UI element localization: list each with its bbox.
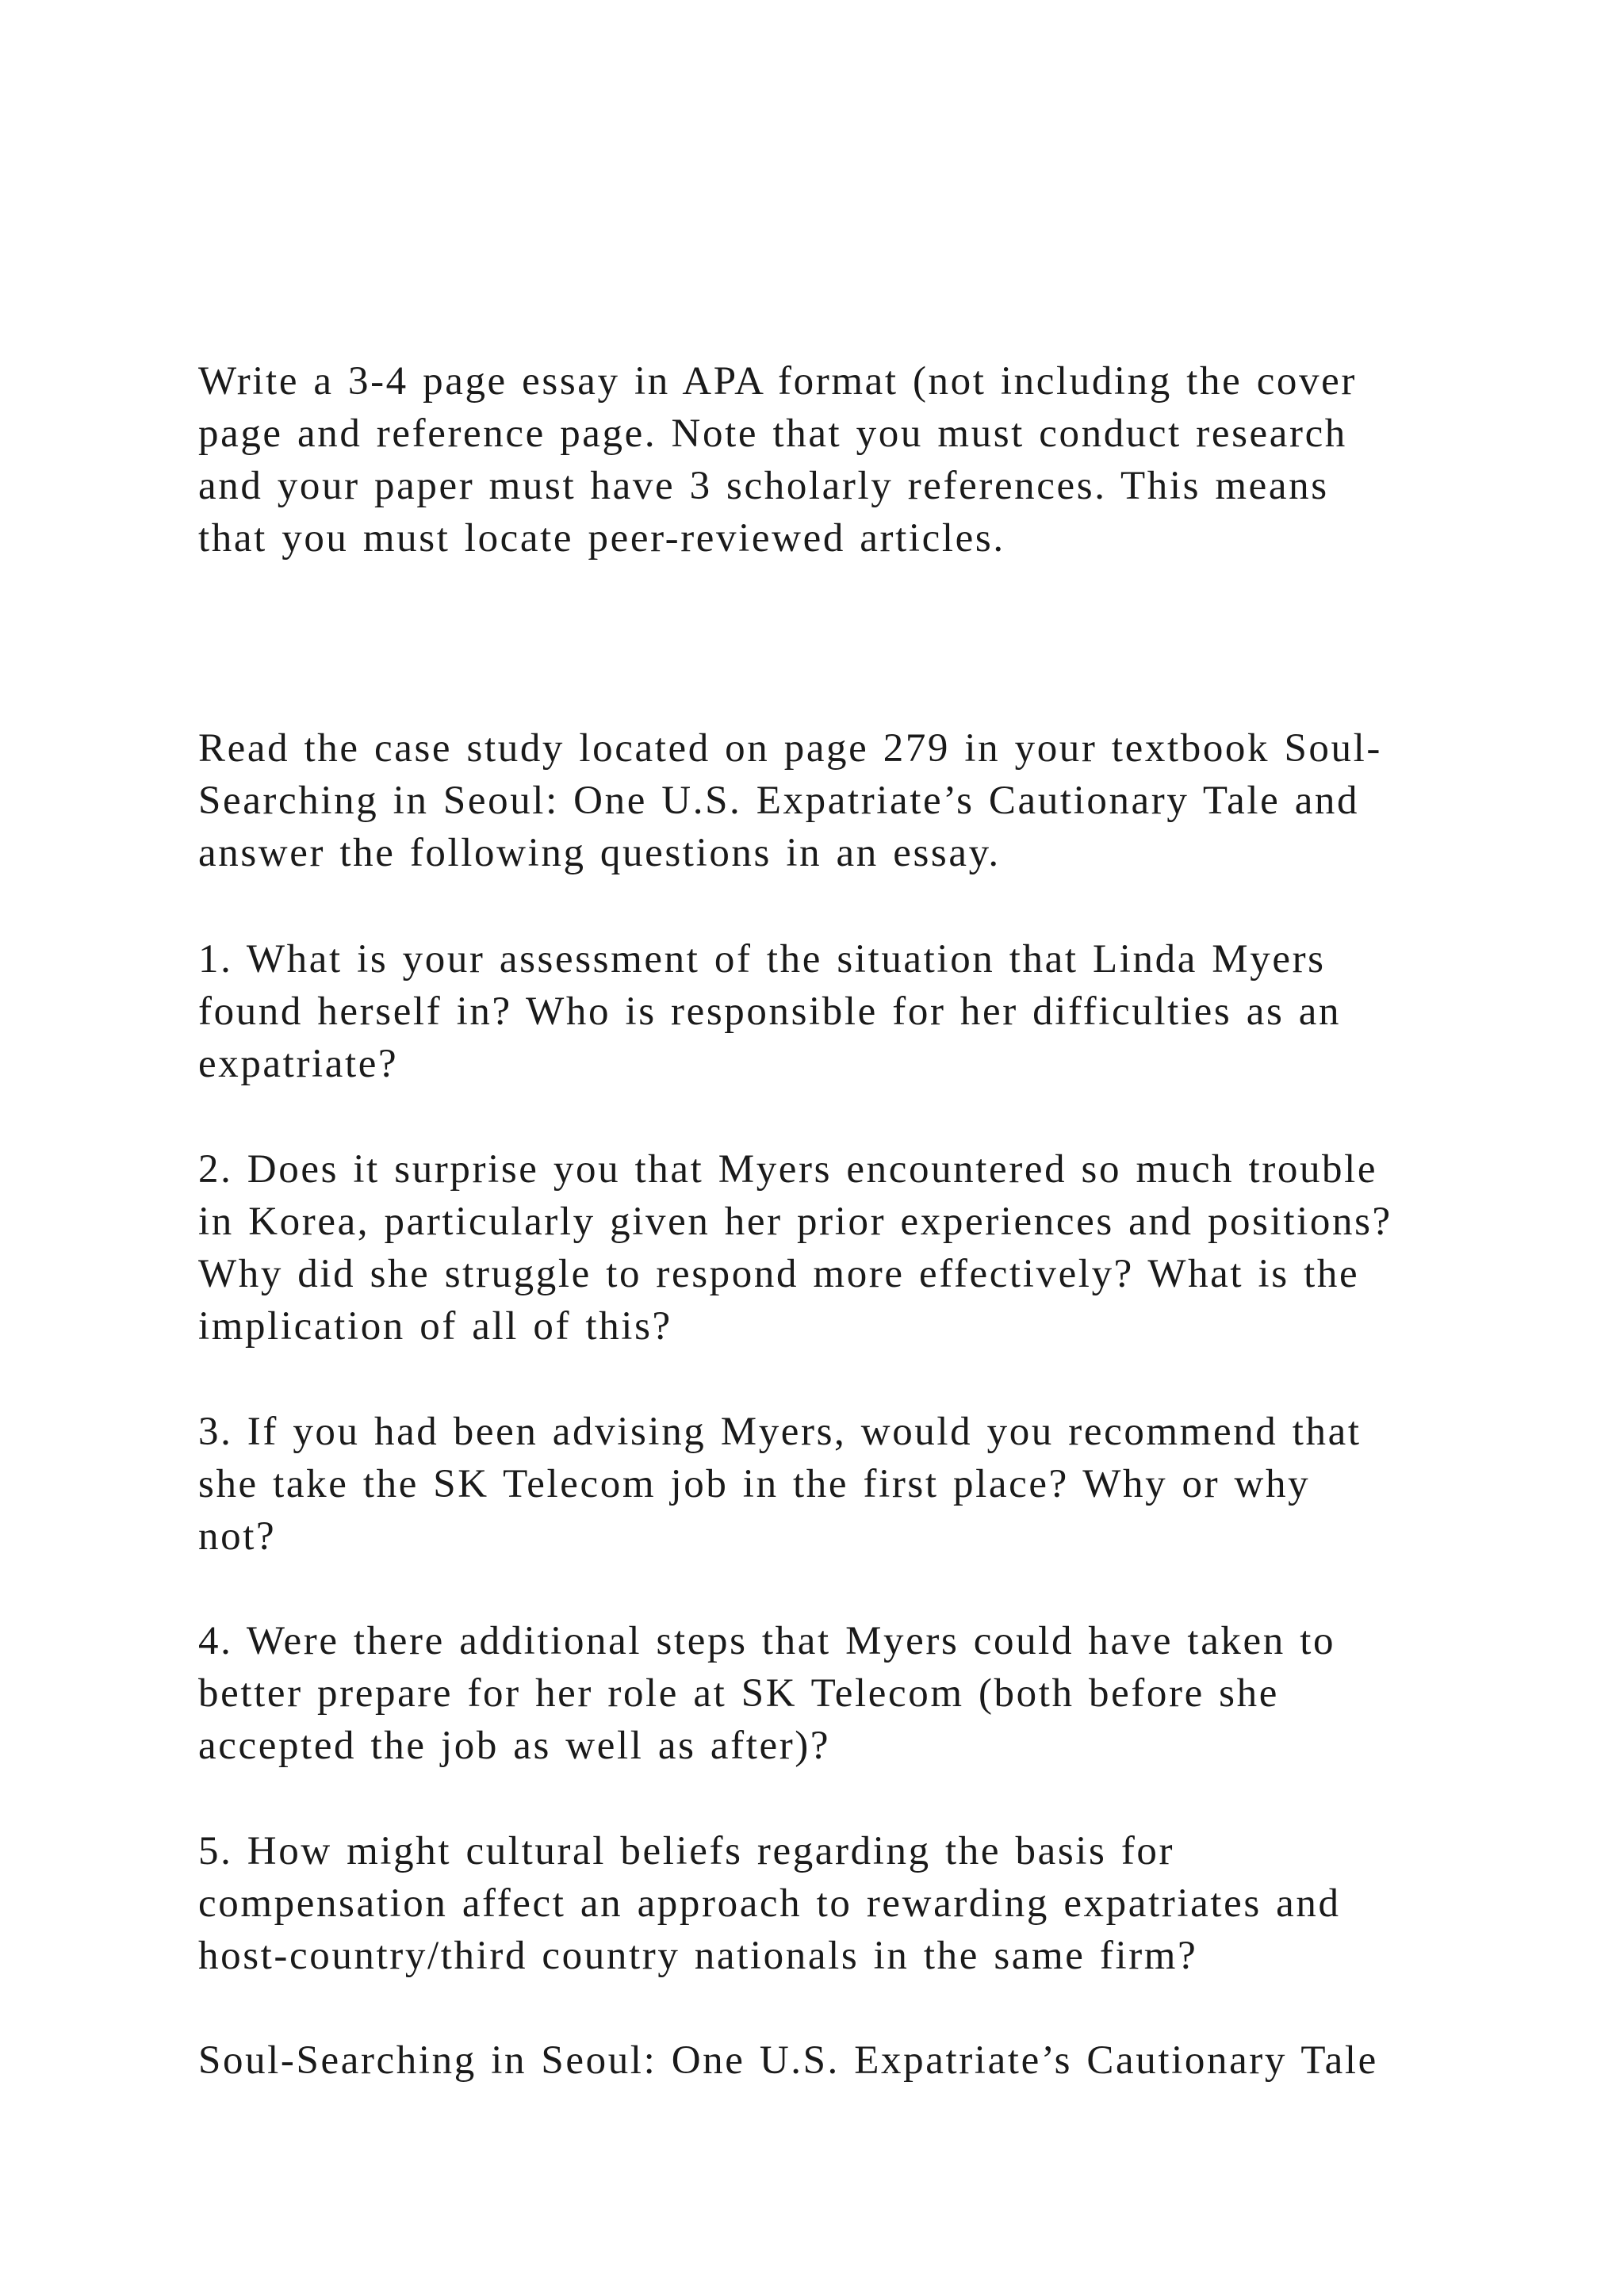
question-3 (198, 1406, 1610, 1563)
text-line: expatriate? (198, 1042, 399, 1086)
question-2 (198, 1143, 1610, 1353)
text-line: 4. Were there additional steps that Myers could have taken to (198, 1619, 1336, 1663)
text-line: 5. How might cultural beliefs regarding the basis for (198, 1829, 1175, 1873)
assignment-instructions (198, 355, 1610, 564)
text-line: 3. If you had been advising Myers, would you recommend that (198, 1410, 1362, 1454)
text-line: compensation affect an approach to rewarding expatriates and (198, 1881, 1341, 1926)
question-1 (198, 933, 1610, 1090)
text-line: Searching in Seoul: One U.S. Expatriate’s Cautionary Tale and (198, 779, 1360, 823)
case-study-title (198, 2034, 1610, 2087)
question-5 (198, 1825, 1610, 1982)
text-line: 2. Does it surprise you that Myers encountered so much trouble (198, 1147, 1378, 1192)
text-line: accepted the job as well as after)? (198, 1724, 831, 1768)
text-line: better prepare for her role at SK Telecom (both before she (198, 1671, 1279, 1716)
text-line: not? (198, 1514, 277, 1559)
question-4 (198, 1615, 1610, 1772)
text-line: Soul-Searching in Seoul: One U.S. Expatriate’s Cautionary Tale (198, 2038, 1378, 2083)
case-study-intro (198, 722, 1610, 879)
text-line: host-country/third country nationals in the same firm? (198, 1934, 1198, 1978)
text-line: answer the following questions in an essay. (198, 831, 1001, 875)
text-line: 1. What is your assessment of the situation that Linda Myers (198, 937, 1326, 982)
text-line: and your paper must have 3 scholarly references. This means (198, 464, 1329, 508)
text-line: page and reference page. Note that you must conduct research (198, 411, 1347, 456)
text-line: Read the case study located on page 279 in your textbook Soul- (198, 726, 1382, 771)
text-line: found herself in? Who is responsible for her difficulties as an (198, 989, 1342, 1034)
text-line: that you must locate peer-reviewed articles. (198, 516, 1005, 561)
text-line: she take the SK Telecom job in the first place? Why or why (198, 1462, 1311, 1506)
text-line: Why did she struggle to respond more effectively? What is the (198, 1252, 1360, 1296)
text-line: Write a 3-4 page essay in APA format (not including the cover (198, 359, 1357, 404)
text-line: in Korea, particularly given her prior experiences and positions? (198, 1200, 1392, 1244)
text-line: implication of all of this? (198, 1304, 672, 1349)
